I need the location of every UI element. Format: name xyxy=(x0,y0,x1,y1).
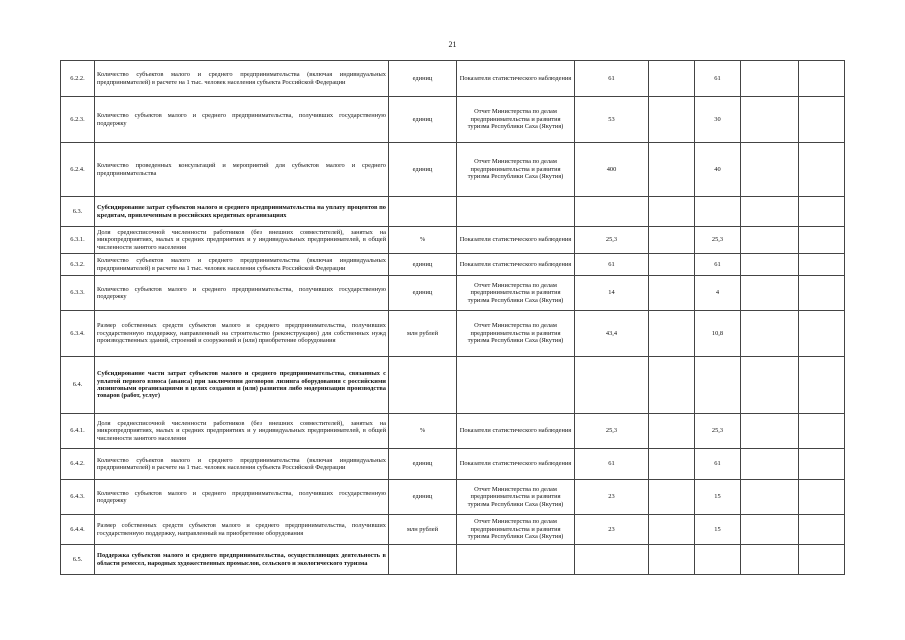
row-number: 6.2.3. xyxy=(61,97,95,143)
row-value-1: 23 xyxy=(575,515,649,545)
row-description: Количество субъектов малого и среднего предпринимательства (включая индивидуальных предпринимателей) в расчете на 1 тыс. человек населения субъекта Российской Федерации xyxy=(95,449,389,480)
row-empty-cell xyxy=(649,545,695,575)
row-value-2: 15 xyxy=(695,515,741,545)
row-description: Количество субъектов малого и среднего предпринимательства, получивших государственную поддержку xyxy=(95,480,389,515)
table-section-row xyxy=(61,197,845,227)
row-number: 6.3.4. xyxy=(61,311,95,357)
row-unit: единиц xyxy=(389,143,457,197)
row-empty-cell xyxy=(799,311,845,357)
row-description: Количество субъектов малого и среднего предпринимательства, получивших государственную поддержку xyxy=(95,276,389,311)
row-value-2: 10,8 xyxy=(695,311,741,357)
row-value-1 xyxy=(575,197,649,227)
row-unit: млн рублей xyxy=(389,311,457,357)
row-number: 6.5. xyxy=(61,545,95,575)
row-empty-cell xyxy=(649,357,695,414)
row-value-1: 53 xyxy=(575,97,649,143)
row-description: Размер собственных средств субъектов малого и среднего предпринимательства, получивших государственную поддержку, направленный на приобретение оборудования xyxy=(95,515,389,545)
row-empty-cell xyxy=(649,449,695,480)
row-source: Отчет Министерства по делам предпринимательства и развития туризма Республики Саха (Якутия) xyxy=(457,480,575,515)
row-value-2: 61 xyxy=(695,449,741,480)
row-value-1: 25,3 xyxy=(575,414,649,449)
row-empty-cell xyxy=(741,414,799,449)
row-empty-cell xyxy=(649,61,695,97)
row-value-1: 61 xyxy=(575,254,649,276)
row-value-2: 40 xyxy=(695,143,741,197)
row-value-2: 30 xyxy=(695,97,741,143)
row-empty-cell xyxy=(649,414,695,449)
row-value-1: 25,3 xyxy=(575,227,649,254)
row-empty-cell xyxy=(799,515,845,545)
row-description: Количество субъектов малого и среднего предпринимательства (включая индивидуальных предпринимателей) в расчете на 1 тыс. человек населения субъекта Российской Федерации xyxy=(95,254,389,276)
row-value-2: 4 xyxy=(695,276,741,311)
table-row xyxy=(61,515,845,545)
row-value-2: 61 xyxy=(695,254,741,276)
row-value-1: 61 xyxy=(575,61,649,97)
row-empty-cell xyxy=(741,311,799,357)
table-row xyxy=(61,414,845,449)
row-empty-cell xyxy=(649,480,695,515)
table-row xyxy=(61,61,845,97)
row-source: Показатели статистического наблюдения xyxy=(457,254,575,276)
row-value-2: 25,3 xyxy=(695,227,741,254)
row-empty-cell xyxy=(741,254,799,276)
row-source xyxy=(457,545,575,575)
row-unit: единиц xyxy=(389,61,457,97)
row-value-1: 400 xyxy=(575,143,649,197)
row-empty-cell xyxy=(741,449,799,480)
row-empty-cell xyxy=(741,227,799,254)
row-number: 6.3.2. xyxy=(61,254,95,276)
row-number: 6.4.3. xyxy=(61,480,95,515)
row-value-2: 61 xyxy=(695,61,741,97)
row-empty-cell xyxy=(799,545,845,575)
row-number: 6.4. xyxy=(61,357,95,414)
row-value-2: 15 xyxy=(695,480,741,515)
row-value-2 xyxy=(695,197,741,227)
table-row xyxy=(61,311,845,357)
row-source: Отчет Министерства по делам предпринимательства и развития туризма Республики Саха (Якутия) xyxy=(457,515,575,545)
row-description: Субсидирование затрат субъектов малого и среднего предпринимательства на уплату процентов по кредитам, привлеченным в российских кредитных организациях xyxy=(95,197,389,227)
row-empty-cell xyxy=(799,357,845,414)
row-empty-cell xyxy=(799,254,845,276)
row-source xyxy=(457,357,575,414)
table-row xyxy=(61,227,845,254)
row-unit xyxy=(389,197,457,227)
row-value-1: 61 xyxy=(575,449,649,480)
table-row xyxy=(61,97,845,143)
row-description: Количество проведенных консультаций и мероприятий для субъектов малого и среднего предпринимательства xyxy=(95,143,389,197)
row-empty-cell xyxy=(741,97,799,143)
table-body xyxy=(61,61,845,575)
row-empty-cell xyxy=(649,143,695,197)
row-source: Показатели статистического наблюдения xyxy=(457,449,575,480)
row-empty-cell xyxy=(741,545,799,575)
row-value-1: 14 xyxy=(575,276,649,311)
row-source xyxy=(457,197,575,227)
row-unit xyxy=(389,545,457,575)
row-number: 6.4.1. xyxy=(61,414,95,449)
row-empty-cell xyxy=(741,143,799,197)
row-description: Поддержка субъектов малого и среднего предпринимательства, осуществляющих деятельность в области ремесел, народных художественных промыслов, сельского и экологического туризма xyxy=(95,545,389,575)
row-unit: млн рублей xyxy=(389,515,457,545)
row-number: 6.2.4. xyxy=(61,143,95,197)
row-unit: единиц xyxy=(389,254,457,276)
row-description: Субсидирование части затрат субъектов малого и среднего предпринимательства, связанных с уплатой первого взноса (аванса) при заключении договоров лизинга оборудования с российскими лизинговыми организациями в целях создания и (или) развития либо модернизации производства товаров (работ, услуг) xyxy=(95,357,389,414)
row-source: Показатели статистического наблюдения xyxy=(457,414,575,449)
row-empty-cell xyxy=(799,480,845,515)
row-empty-cell xyxy=(799,227,845,254)
row-value-1 xyxy=(575,545,649,575)
table-section-row xyxy=(61,545,845,575)
row-number: 6.3.3. xyxy=(61,276,95,311)
row-unit: единиц xyxy=(389,449,457,480)
row-source: Показатели статистического наблюдения xyxy=(457,227,575,254)
row-empty-cell xyxy=(649,254,695,276)
row-empty-cell xyxy=(649,276,695,311)
row-unit: единиц xyxy=(389,276,457,311)
row-source: Отчет Министерства по делам предпринимательства и развития туризма Республики Саха (Якутия) xyxy=(457,143,575,197)
row-value-2 xyxy=(695,357,741,414)
row-empty-cell xyxy=(649,311,695,357)
row-number: 6.3.1. xyxy=(61,227,95,254)
row-empty-cell xyxy=(649,97,695,143)
row-number: 6.2.2. xyxy=(61,61,95,97)
row-empty-cell xyxy=(799,449,845,480)
row-value-1 xyxy=(575,357,649,414)
row-empty-cell xyxy=(741,197,799,227)
indicators-table xyxy=(60,60,845,575)
row-source: Отчет Министерства по делам предпринимательства и развития туризма Республики Саха (Якутия) xyxy=(457,311,575,357)
row-description: Количество субъектов малого и среднего предпринимательства, получивших государственную поддержку xyxy=(95,97,389,143)
row-unit: % xyxy=(389,414,457,449)
row-empty-cell xyxy=(741,357,799,414)
table-section-row xyxy=(61,357,845,414)
row-empty-cell xyxy=(799,197,845,227)
row-description: Размер собственных средств субъектов малого и среднего предпринимательства, получивших государственную поддержку, направленный на строительство (реконструкцию) для собственных нужд производственных зданий, строений и сооружений и (или) приобретение оборудования xyxy=(95,311,389,357)
row-source: Отчет Министерства по делам предпринимательства и развития туризма Республики Саха (Якутия) xyxy=(457,276,575,311)
row-value-1: 23 xyxy=(575,480,649,515)
row-empty-cell xyxy=(741,480,799,515)
row-value-2: 25,3 xyxy=(695,414,741,449)
row-number: 6.4.2. xyxy=(61,449,95,480)
table-row xyxy=(61,449,845,480)
row-unit: единиц xyxy=(389,97,457,143)
table-row xyxy=(61,254,845,276)
row-description: Доля среднесписочной численности работников (без внешних совместителей), занятых на микропредприятиях, малых и средних предприятиях и у индивидуальных предпринимателей, в общей численности занятого населения xyxy=(95,227,389,254)
row-empty-cell xyxy=(741,276,799,311)
row-unit: единиц xyxy=(389,480,457,515)
row-empty-cell xyxy=(799,143,845,197)
row-empty-cell xyxy=(649,227,695,254)
row-empty-cell xyxy=(799,97,845,143)
table-row xyxy=(61,480,845,515)
row-number: 6.3. xyxy=(61,197,95,227)
row-empty-cell xyxy=(741,61,799,97)
row-unit xyxy=(389,357,457,414)
row-unit: % xyxy=(389,227,457,254)
row-number: 6.4.4. xyxy=(61,515,95,545)
row-empty-cell xyxy=(741,515,799,545)
row-value-2 xyxy=(695,545,741,575)
page-number: 21 xyxy=(448,40,457,49)
table-row xyxy=(61,276,845,311)
row-description: Количество субъектов малого и среднего предпринимательства (включая индивидуальных предпринимателей) в расчете на 1 тыс. человек населения субъекта Российской Федерации xyxy=(95,61,389,97)
row-description: Доля среднесписочной численности работников (без внешних совместителей), занятых на микропредприятиях, малых и средних предприятиях и у индивидуальных предпринимателей, в общей численности занятого населения xyxy=(95,414,389,449)
row-empty-cell xyxy=(799,276,845,311)
row-empty-cell xyxy=(649,515,695,545)
row-empty-cell xyxy=(799,414,845,449)
row-empty-cell xyxy=(649,197,695,227)
row-source: Отчет Министерства по делам предпринимательства и развития туризма Республики Саха (Якутия) xyxy=(457,97,575,143)
table-row xyxy=(61,143,845,197)
row-empty-cell xyxy=(799,61,845,97)
row-value-1: 43,4 xyxy=(575,311,649,357)
row-source: Показатели статистического наблюдения xyxy=(457,61,575,97)
